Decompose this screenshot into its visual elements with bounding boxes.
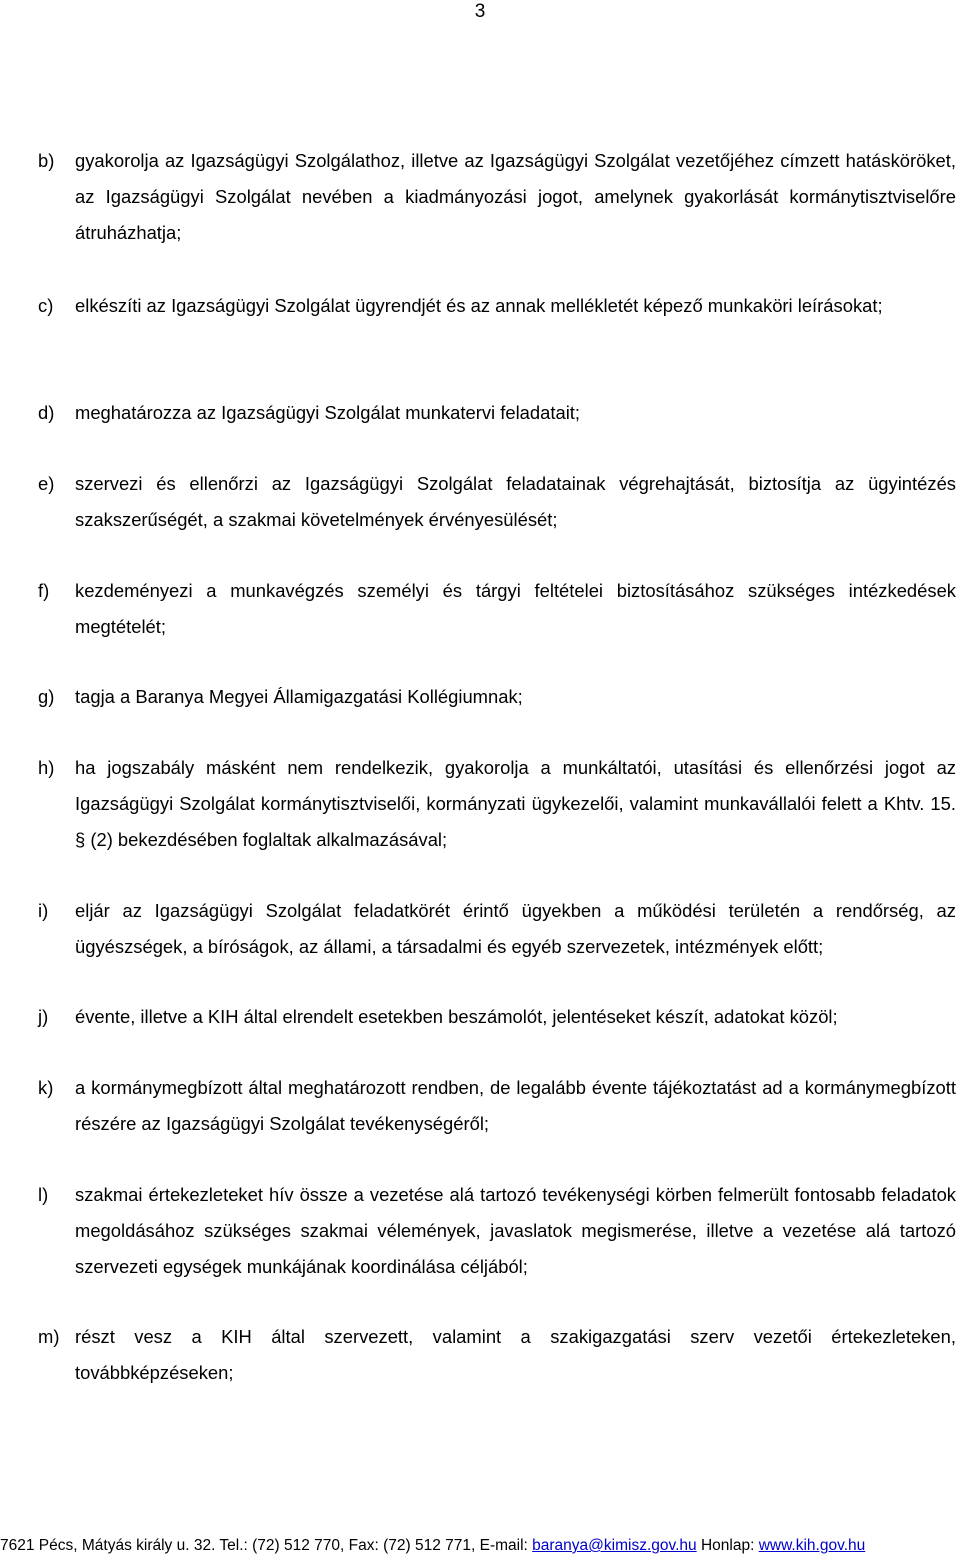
list-item-g	[38, 679, 956, 715]
list-item-letter: i)	[38, 900, 49, 921]
list-item-letter: c)	[38, 295, 54, 316]
list-item-d	[38, 395, 956, 431]
footer-homepage-label: Honlap:	[696, 1537, 759, 1554]
list-item-letter: d)	[38, 402, 55, 423]
list-item-letter: e)	[38, 473, 55, 494]
page-footer	[0, 1535, 960, 1557]
list-item-h	[38, 750, 956, 858]
list-item-letter: g)	[38, 686, 55, 707]
list-item-text: szakmai értekezleteket hív össze a vezetése alá tartozó tevékenységi körben felmerült fontosabb feladatok megoldásához szükséges szakmai vélemények, javaslatok megismerése, illetve a vezetése alá tartozó szervezeti egységek munkájának koordinálása céljából;	[75, 1184, 956, 1277]
list-item-c	[38, 288, 956, 324]
list-item-letter: h)	[38, 757, 55, 778]
list-item-letter: b)	[38, 150, 55, 171]
list-item-text: részt vesz a KIH által szervezett, valamint a szakigazgatási szerv vezetői értekezleteken, továbbképzéseken;	[75, 1326, 956, 1383]
list-item-letter: j)	[38, 1006, 49, 1027]
list-item-i	[38, 893, 956, 965]
page-number: 3	[474, 1, 486, 22]
list-item-j	[38, 999, 956, 1035]
list-item-e	[38, 466, 956, 538]
list-item-m	[38, 1319, 956, 1391]
footer-homepage-link[interactable]: www.kih.gov.hu	[758, 1537, 866, 1554]
list-item-text: gyakorolja az Igazságügyi Szolgálathoz, illetve az Igazságügyi Szolgálat vezetőjéhez címzett hatásköröket, az Igazságügyi Szolgálat nevében a kiadmányozási jogot, amelynek gyakorlását kormánytisztviselőre átruházhatja;	[75, 150, 956, 243]
list-item-text: tagja a Baranya Megyei Államigazgatási Kollégiumnak;	[75, 686, 523, 707]
list-item-text: eljár az Igazságügyi Szolgálat feladatkörét érintő ügyekben a működési területén a rendőrség, az ügyészségek, a bíróságok, az állami, a társadalmi és egyéb szervezetek, intézmények előtt;	[75, 900, 956, 957]
list-item-text: szervezi és ellenőrzi az Igazságügyi Szolgálat feladatainak végrehajtását, biztosítja az ügyintézés szakszerűségét, a szakmai követelmények érvényesülését;	[75, 473, 956, 530]
list-item-text: a kormánymegbízott által meghatározott rendben, de legalább évente tájékoztatást ad a kormánymegbízott részére az Igazságügyi Szolgálat tevékenységéről;	[75, 1077, 956, 1134]
footer-address: 7621 Pécs, Mátyás király u. 32. Tel.: (72) 512 770, Fax: (72) 512 771, E-mail:	[0, 1537, 533, 1554]
list-item-text: elkészíti az Igazságügyi Szolgálat ügyrendjét és az annak mellékletét képező munkaköri leírásokat;	[75, 295, 883, 316]
list-item-b	[38, 143, 956, 251]
list-item-letter: l)	[38, 1184, 49, 1205]
list-item-f	[38, 573, 956, 645]
footer-email-link[interactable]: baranya@kimisz.gov.hu	[532, 1537, 697, 1554]
list-item-letter: f)	[38, 580, 50, 601]
list-item-letter: k)	[38, 1077, 54, 1098]
list-item-text: meghatározza az Igazságügyi Szolgálat munkatervi feladatait;	[75, 402, 581, 423]
list-item-k	[38, 1070, 956, 1142]
list-item-text: kezdeményezi a munkavégzés személyi és tárgyi feltételei biztosításához szükséges intézkedések megtételét;	[75, 580, 956, 637]
list-item-text: ha jogszabály másként nem rendelkezik, gyakorolja a munkáltatói, utasítási és ellenőrzési jogot az Igazságügyi Szolgálat kormánytisztviselői, kormányzati ügykezelői, valamint munkavállalói felett a Khtv. 15. § (2) bekezdésében foglaltak alkalmazásával;	[75, 757, 956, 850]
list-item-l	[38, 1177, 956, 1285]
list-item-text: évente, illetve a KIH által elrendelt esetekben beszámolót, jelentéseket készít, adatokat közöl;	[75, 1006, 838, 1027]
list-item-letter: m)	[38, 1326, 60, 1347]
